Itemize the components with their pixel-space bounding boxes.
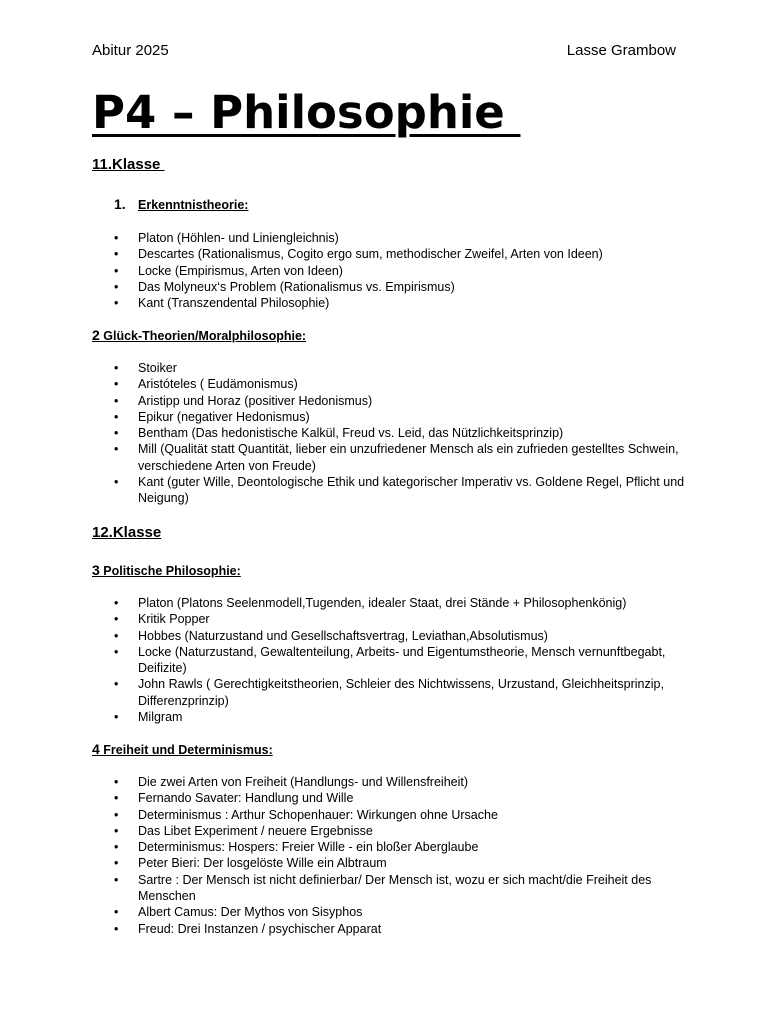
- section-3-list: [92, 595, 692, 725]
- list-item: [92, 644, 692, 677]
- bullet-icon: •: [114, 426, 119, 441]
- section-2-title: Glück-Theorien/Moralphilosophie:: [99, 329, 307, 343]
- grade-12-heading: 12.Klasse: [92, 524, 162, 541]
- list-item: [92, 709, 692, 725]
- section-3-number: 3: [92, 562, 100, 578]
- section-2-list: [92, 360, 692, 507]
- list-item: [92, 409, 692, 425]
- list-item-text: Kant (Transzendental Philosophie): [138, 296, 330, 311]
- bullet-icon: •: [114, 905, 119, 920]
- bullet-icon: •: [114, 596, 119, 610]
- bullet-icon: •: [114, 628, 119, 643]
- list-item-text: Das Libet Experiment / neuere Ergebnisse: [138, 823, 373, 838]
- list-item-text: Freud: Drei Instanzen / psychischer Apparat: [138, 921, 382, 936]
- bullet-icon: •: [114, 409, 119, 424]
- list-item: [92, 393, 692, 409]
- header-left: Abitur 2025: [92, 42, 169, 59]
- list-item-text: Kant (guter Wille, Deontologische Ethik und kategorischer Imperativ vs. Goldene Regel, Pflicht und Neigung): [138, 475, 685, 506]
- section-1-heading: [114, 196, 248, 212]
- list-item: [92, 921, 692, 937]
- list-item: [92, 360, 692, 376]
- list-item-text: Fernando Savater: Handlung und Wille: [138, 791, 354, 806]
- bullet-icon: •: [114, 442, 119, 457]
- list-item-text: Das Molyneux‘s Problem (Rationalismus vs. Empirismus): [138, 279, 455, 294]
- list-item-text: Locke (Naturzustand, Gewaltenteilung, Arbeits- und Eigentumstheorie, Mensch vernunftbegabt, Deifizite): [138, 644, 666, 676]
- list-item: [92, 376, 692, 392]
- bullet-icon: •: [114, 296, 119, 311]
- section-3-heading: [92, 562, 241, 578]
- list-item: [92, 595, 692, 611]
- list-item-text: Epikur (negativer Hedonismus): [138, 409, 310, 424]
- bullet-icon: •: [114, 921, 119, 936]
- list-item: [92, 676, 692, 709]
- list-item: [92, 807, 692, 823]
- bullet-icon: •: [114, 840, 119, 855]
- section-1-list: [92, 230, 692, 311]
- bullet-icon: •: [114, 823, 119, 838]
- bullet-icon: •: [114, 872, 119, 887]
- bullet-icon: •: [114, 361, 119, 375]
- list-item: [92, 295, 692, 311]
- bullet-icon: •: [114, 710, 119, 725]
- list-item-text: Stoiker: [138, 361, 177, 375]
- list-item: [92, 246, 692, 262]
- bullet-icon: •: [114, 231, 119, 245]
- bullet-icon: •: [114, 377, 119, 392]
- grade-11-heading: 11.Klasse: [92, 156, 165, 173]
- header-right: Lasse Grambow: [566, 42, 676, 59]
- list-item: [92, 628, 692, 644]
- bullet-icon: •: [114, 677, 119, 692]
- section-4-list: [92, 774, 692, 937]
- section-1-title: Erkenntnistheorie:: [138, 198, 249, 212]
- list-item-text: Peter Bieri: Der losgelöste Wille ein Albtraum: [138, 856, 387, 871]
- list-item: [92, 230, 692, 246]
- list-item-text: Platon (Platons Seelenmodell,Tugenden, idealer Staat, drei Stände + Philosophenkönig): [138, 596, 627, 610]
- list-item-text: Bentham (Das hedonistische Kalkül, Freud vs. Leid, das Nützlichkeitsprinzip): [138, 426, 564, 441]
- section-2-number: 2: [92, 327, 100, 343]
- list-item: [92, 263, 692, 279]
- list-item-text: Locke (Empirismus, Arten von Ideen): [138, 263, 343, 278]
- bullet-icon: •: [114, 791, 119, 806]
- list-item-text: Descartes (Rationalismus, Cogito ergo sum, methodischer Zweifel, Arten von Ideen): [138, 247, 603, 262]
- list-item-text: Sartre : Der Mensch ist nicht definierbar/ Der Mensch ist, wozu er sich macht/die Freiheit des Menschen: [138, 872, 652, 904]
- section-1-number: 1.: [114, 196, 126, 212]
- list-item: [92, 823, 692, 839]
- list-item: [92, 611, 692, 627]
- bullet-icon: •: [114, 263, 119, 278]
- bullet-icon: •: [114, 393, 119, 408]
- bullet-icon: •: [114, 807, 119, 822]
- list-item: [92, 855, 692, 871]
- list-item: [92, 441, 692, 474]
- list-item-text: Aristóteles ( Eudämonismus): [138, 377, 298, 392]
- bullet-icon: •: [114, 644, 119, 659]
- bullet-icon: •: [114, 856, 119, 871]
- section-2-heading: [92, 327, 306, 343]
- list-item-text: Determinismus : Arthur Schopenhauer: Wirkungen ohne Ursache: [138, 807, 498, 822]
- list-item-text: Kritik Popper: [138, 612, 210, 627]
- list-item-text: Milgram: [138, 710, 183, 725]
- section-4-title: Freiheit und Determinismus:: [99, 743, 273, 757]
- list-item-text: John Rawls ( Gerechtigkeitstheorien, Schleier des Nichtwissens, Urzustand, Gleichheitsprinzip, Differenzprinzip): [138, 677, 664, 708]
- list-item: [92, 279, 692, 295]
- bullet-icon: •: [114, 775, 119, 789]
- section-4-heading: [92, 741, 273, 757]
- bullet-icon: •: [114, 612, 119, 627]
- list-item: [92, 839, 692, 855]
- list-item-text: Mill (Qualität statt Quantität, lieber ein unzufriedener Mensch als ein zufrieden gestelltes Schwein, verschiedene Arten von Freude): [138, 442, 679, 473]
- list-item: [92, 872, 692, 905]
- section-3-title: Politische Philosophie:: [99, 564, 241, 578]
- section-4-number: 4: [92, 741, 100, 757]
- bullet-icon: •: [114, 475, 119, 490]
- list-item: [92, 790, 692, 806]
- list-item: [92, 425, 692, 441]
- list-item-text: Hobbes (Naturzustand und Gesellschaftsvertrag, Leviathan,Absolutismus): [138, 628, 548, 643]
- list-item: [92, 904, 692, 920]
- list-item-text: Albert Camus: Der Mythos von Sisyphos: [138, 905, 363, 920]
- list-item-text: Die zwei Arten von Freiheit (Handlungs- und Willensfreiheit): [138, 775, 469, 789]
- list-item-text: Platon (Höhlen- und Liniengleichnis): [138, 231, 339, 245]
- bullet-icon: •: [114, 279, 119, 294]
- bullet-icon: •: [114, 247, 119, 262]
- list-item: [92, 774, 692, 790]
- page-title: P4 – Philosophie: [92, 86, 521, 139]
- list-item-text: Determinismus: Hospers: Freier Wille - ein bloßer Aberglaube: [138, 840, 479, 855]
- list-item: [92, 474, 692, 507]
- list-item-text: Aristipp und Horaz (positiver Hedonismus): [138, 393, 373, 408]
